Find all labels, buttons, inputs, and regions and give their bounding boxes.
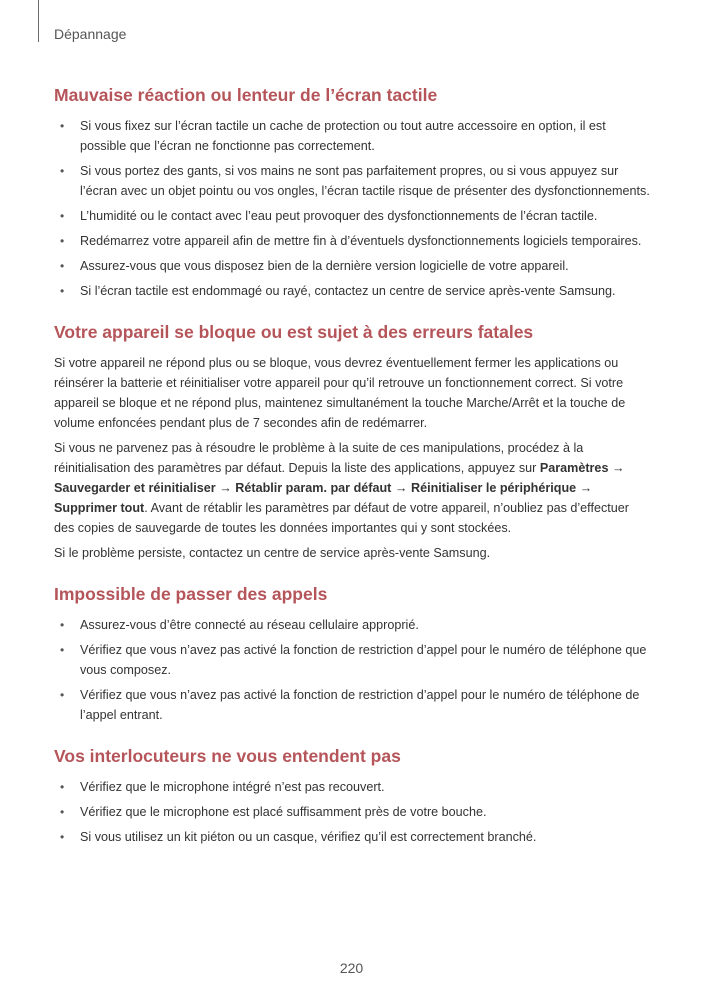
bullet-icon: • <box>60 688 65 702</box>
bullet-list <box>54 615 652 725</box>
menu-path-step: Paramètres <box>539 461 609 475</box>
bullet-icon: • <box>60 259 65 273</box>
list-item-text: Assurez-vous que vous disposez bien de la dernière version logicielle de votre appareil. <box>80 259 569 273</box>
list-item <box>54 802 652 822</box>
bullet-icon: • <box>60 643 65 657</box>
section-title: Vos interlocuteurs ne vous entendent pas <box>54 746 401 766</box>
bullet-icon: • <box>60 284 65 298</box>
section-title: Mauvaise réaction ou lenteur de l’écran tactile <box>54 85 438 105</box>
menu-path-step: Supprimer tout <box>54 501 145 515</box>
section-microphone <box>54 745 652 847</box>
paragraph: Si le problème persiste, contactez un centre de service après-vente Samsung. <box>54 546 491 560</box>
list-item <box>54 231 652 251</box>
list-item <box>54 281 652 301</box>
list-item-text: Si l’écran tactile est endommagé ou rayé, contactez un centre de service après-vente Samsung. <box>80 284 616 298</box>
list-item <box>54 615 652 635</box>
list-item <box>54 640 652 680</box>
bullet-icon: • <box>60 805 65 819</box>
menu-path-step: Réinitialiser le périphérique <box>410 481 577 495</box>
arrow-icon: → <box>608 461 625 475</box>
list-item <box>54 827 652 847</box>
section-title: Votre appareil se bloque ou est sujet à des erreurs fatales <box>54 322 534 342</box>
bullet-icon: • <box>60 119 65 133</box>
paragraph-text: . Avant de rétablir les paramètres par défaut de votre appareil, n’oubliez pas d’effectuer des copies de sauvegarde de toutes les données importantes qui y sont stockées. <box>54 501 629 535</box>
bullet-icon: • <box>60 209 65 223</box>
bullet-list <box>54 116 652 301</box>
list-item <box>54 116 652 156</box>
paragraph-text: Si vous ne parvenez pas à résoudre le problème à la suite de ces manipulations, procédez à la réinitialisation des paramètres par défaut. Depuis la liste des applications, appuyez sur <box>54 441 584 475</box>
margin-rule <box>38 0 39 42</box>
bullet-icon: • <box>60 780 65 794</box>
arrow-icon: → <box>391 481 411 495</box>
paragraph-reset-instructions <box>54 438 652 538</box>
bullet-icon: • <box>60 164 65 178</box>
list-item-text: Vérifiez que le microphone est placé suffisamment près de votre bouche. <box>80 805 487 819</box>
list-item <box>54 685 652 725</box>
list-item-text: Si vous fixez sur l’écran tactile un cache de protection ou tout autre accessoire en option, il est possible que l’écran ne fonctionne pas correctement. <box>80 119 606 153</box>
list-item-text: Vérifiez que vous n’avez pas activé la fonction de restriction d’appel pour le numéro de téléphone de l’appel entrant. <box>80 688 640 722</box>
list-item-text: Redémarrez votre appareil afin de mettre fin à d’éventuels dysfonctionnements logiciels temporaires. <box>80 234 642 248</box>
section-calls <box>54 583 652 725</box>
list-item-text: Vérifiez que le microphone intégré n’est pas recouvert. <box>80 780 385 794</box>
bullet-icon: • <box>60 830 65 844</box>
bullet-icon: • <box>60 618 65 632</box>
list-item-text: L’humidité ou le contact avec l’eau peut provoquer des dysfonctionnements de l’écran tactile. <box>80 209 598 223</box>
page-number: 220 <box>339 960 364 976</box>
list-item <box>54 777 652 797</box>
list-item <box>54 161 652 201</box>
list-item-text: Assurez-vous d’être connecté au réseau cellulaire approprié. <box>80 618 419 632</box>
section-title: Impossible de passer des appels <box>54 584 328 604</box>
list-item <box>54 206 652 226</box>
list-item <box>54 256 652 276</box>
bullet-icon: • <box>60 234 65 248</box>
arrow-icon: → <box>215 481 236 495</box>
list-item-text: Si vous utilisez un kit piéton ou un casque, vérifiez qu’il est correctement branché. <box>80 830 537 844</box>
arrow-icon: → <box>576 481 593 495</box>
list-item-text: Si vous portez des gants, si vos mains ne sont pas parfaitement propres, ou si vous appuyez sur l’écran avec un objet pointu ou vos ongles, l’écran tactile risque de présenter des dysfonctionnements. <box>80 164 650 198</box>
paragraph: Si votre appareil ne répond plus ou se bloque, vous devrez éventuellement fermer les applications ou réinsérer la batterie et réinitialiser votre appareil pour qu’il retrouve un fonctionnement correct. Si votre appareil se bloque et ne répond plus, maintenez simultanément la touche Marche/Arrêt et la touche de volume enfoncées pendant plus de 7 secondes afin de redémarrer. <box>54 356 626 430</box>
section-device-freeze <box>54 321 652 563</box>
page-content <box>54 84 652 867</box>
section-touchscreen <box>54 84 652 301</box>
menu-path-step: Sauvegarder et réinitialiser <box>54 481 216 495</box>
menu-path-step: Rétablir param. par défaut <box>235 481 392 495</box>
list-item-text: Vérifiez que vous n’avez pas activé la fonction de restriction d’appel pour le numéro de téléphone que vous composez. <box>80 643 647 677</box>
bullet-list <box>54 777 652 847</box>
running-header: Dépannage <box>54 26 127 42</box>
